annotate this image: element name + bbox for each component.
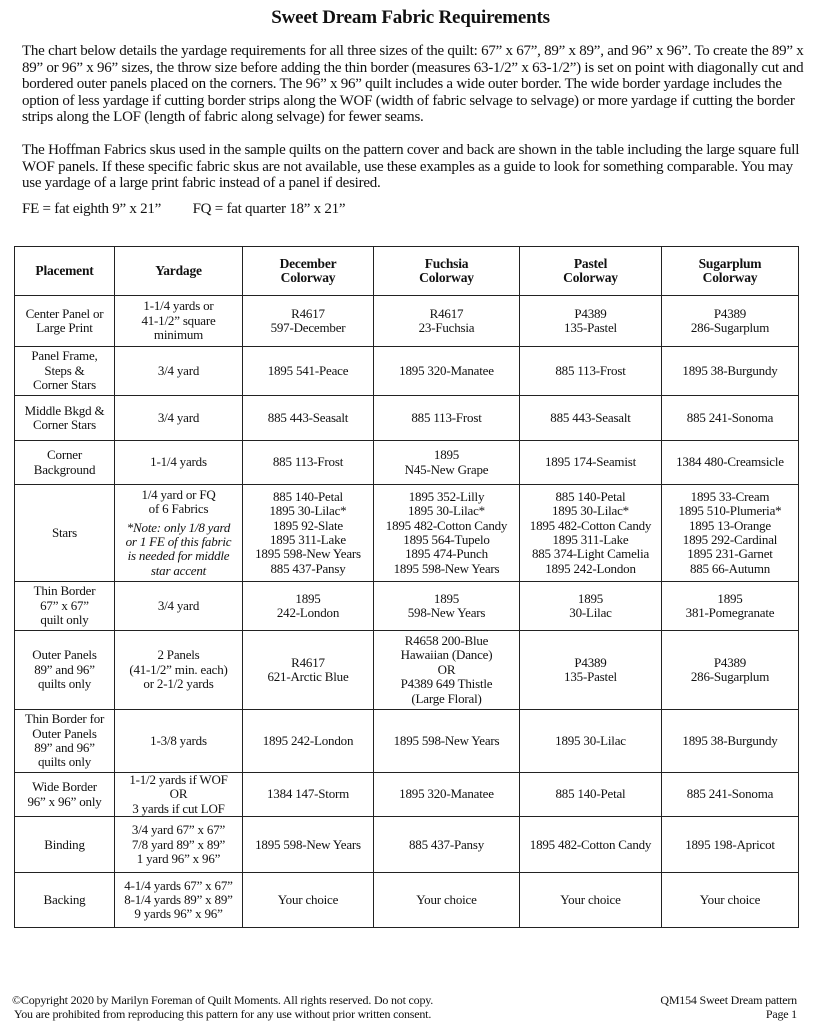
table-row [15, 582, 799, 631]
header-text-line: Colorway [563, 270, 618, 285]
cell-text-line: 1895 30-Lilac [555, 732, 626, 748]
cell-text-line: 67” x 67” [40, 597, 89, 613]
cell-text-line: 1895 [433, 590, 460, 606]
cell-text-line: 1895 33-Cream [690, 488, 770, 504]
cell-pastel [520, 396, 662, 441]
cell-text-line: OR [169, 786, 188, 802]
table-row [15, 773, 799, 817]
cell-december [243, 710, 374, 773]
cell-text-line: 885 241-Sonoma [686, 409, 774, 425]
cell-text-line: Large Print [36, 320, 93, 335]
prohibition-line: You are prohibited from reproducing this pattern for any use without prior written consent. [13, 1007, 432, 1021]
cell-december [243, 817, 374, 873]
cell-text-line: 1895 352-Lilly [408, 488, 485, 504]
cell-text-line: 598-New Years [407, 605, 486, 620]
cell-text-line: P4389 [713, 654, 747, 670]
cell-sugarplum [662, 773, 799, 817]
cell-text-line: Panel Frame, [31, 348, 98, 364]
cell-text-line: 1895 474-Punch [405, 546, 488, 562]
cell-fuchsia [374, 441, 520, 485]
cell-text-line: Corner [47, 447, 82, 463]
cell-text-line: R4617 [291, 654, 325, 670]
cell-text-line: Your choice [416, 892, 477, 908]
cell-december [243, 396, 374, 441]
cell-december [243, 873, 374, 928]
cell-text-line: 1895 242-London [545, 560, 636, 576]
cell-text-line: Corner Stars [33, 417, 96, 432]
cell-sugarplum [662, 710, 799, 773]
cell-pastel [520, 485, 662, 582]
cell-december [243, 485, 374, 582]
cell-text-line: Your choice [699, 892, 761, 908]
cell-text-line: or 2-1/2 yards [143, 676, 214, 692]
cell-text-line: 1895 30-Lilac* [552, 503, 629, 519]
cell-yardage [115, 441, 243, 485]
cell-yardage [115, 873, 243, 928]
cell-fuchsia [374, 817, 520, 873]
cell-text-line: P4389 649 Thistle [400, 676, 493, 692]
cell-placement [15, 441, 115, 485]
cell-text-line: 1895 482-Cotton Candy [529, 517, 652, 533]
cell-text-line: 8-1/4 yards 89” x 89” [124, 892, 233, 908]
cell-pastel [520, 296, 662, 347]
cell-yardage [115, 396, 243, 441]
cell-text-line: 242-London [276, 605, 340, 620]
cell-text-line: 1895 198-Apricot [685, 836, 775, 852]
column-header-yardage [115, 247, 243, 296]
header-text-line: Colorway [419, 270, 474, 285]
cell-text-line: 286-Sugarplum [690, 320, 770, 335]
fabric-requirements-table [14, 246, 799, 928]
cell-yardage [115, 582, 243, 631]
cell-fuchsia [374, 773, 520, 817]
cell-pastel [520, 631, 662, 710]
note-text-line: *Note: only 1/8 yard [126, 519, 231, 535]
table-row [15, 441, 799, 485]
header-text-line: Colorway [702, 270, 758, 285]
cell-text-line: N45-New Grape [404, 461, 489, 477]
cell-text-line: 89” and 96” [34, 740, 95, 755]
cell-text-line: Middle Bkgd & [24, 402, 105, 418]
header-text-line: Yardage [155, 262, 202, 278]
cell-text-line: 1895 174-Seamist [544, 454, 637, 470]
note-text-line: or 1 FE of this fabric [125, 534, 232, 549]
header-text-line: Placement [35, 262, 94, 278]
cell-text-line: 1-3/8 yards [150, 732, 207, 748]
column-header-pastel [520, 247, 662, 296]
cell-text-line: 1895 242-London [262, 732, 354, 748]
footer-copyright [12, 993, 433, 1021]
cell-pastel [520, 441, 662, 485]
page-title: Sweet Dream Fabric Requirements [271, 7, 550, 28]
header-text-line: Fuchsia [424, 255, 469, 271]
cell-text-line: 1895 13-Orange [688, 517, 772, 533]
cell-text-line: 1-1/4 yards or [143, 298, 214, 314]
cell-text-line: 3/4 yard [157, 597, 200, 613]
cell-text-line: 1384 480-Creamsicle [676, 454, 784, 470]
cell-yardage [115, 773, 243, 817]
cell-text-line: 1895 598-New Years [393, 560, 500, 576]
cell-text-line: 7/8 yard 89” x 89” [131, 836, 226, 852]
cell-text-line: 381-Pomegranate [685, 605, 775, 620]
cell-yardage [115, 710, 243, 773]
table-body [15, 296, 799, 928]
cell-december [243, 631, 374, 710]
cell-text-line: 1895 38-Burgundy [682, 362, 778, 378]
cell-text-line: 135-Pastel [564, 320, 617, 335]
cell-text-line: 1895 541-Peace [267, 362, 349, 378]
cell-text-line: 885 66-Autumn [689, 560, 771, 576]
table-row [15, 296, 799, 347]
cell-placement [15, 817, 115, 873]
header-text-line: Pastel [573, 255, 608, 271]
cell-text-line: 3/4 yard 67” x 67” [131, 822, 226, 838]
table-row [15, 631, 799, 710]
table-row [15, 873, 799, 928]
cell-text-line: Backing [43, 892, 86, 908]
cell-yardage [115, 817, 243, 873]
table-header-row [15, 247, 799, 296]
cell-text-line: 885 241-Sonoma [686, 786, 774, 802]
yardage-note [118, 521, 239, 579]
intro-paragraph-2: The Hoffman Fabrics skus used in the sample quilts on the pattern cover and back are shown in the table including the large square full WOF panels. If these specific fabric skus are not available, use these examples as a guide to look for something comparable. You may use yardage of a large print fabric instead of a panel if desired. [22, 141, 800, 192]
cell-sugarplum [662, 873, 799, 928]
note-text-line: star accent [150, 562, 207, 578]
cell-text-line: OR [437, 661, 456, 677]
cell-text-line: 1895 598-New Years [255, 546, 361, 562]
cell-sugarplum [662, 347, 799, 396]
cell-december [243, 296, 374, 347]
cell-fuchsia [374, 631, 520, 710]
cell-text-line: 3 yards if cut LOF [132, 800, 225, 816]
pattern-name: QM154 Sweet Dream pattern [660, 993, 797, 1007]
cell-text-line: 1895 564-Tupelo [403, 532, 490, 547]
fat-quarter-definition: FQ = fat quarter 18” x 21” [192, 201, 346, 217]
cell-text-line: 286-Sugarplum [690, 669, 770, 684]
cell-text-line: 1895 231-Garnet [687, 546, 773, 562]
table-row [15, 347, 799, 396]
cell-text-line: 1895 311-Lake [270, 532, 346, 547]
cell-text-line: 1895 [577, 590, 604, 606]
cell-text-line: P4389 [574, 305, 607, 321]
cell-text-line: 885 443-Seasalt [550, 409, 631, 425]
cell-text-line: (41-1/2” min. each) [129, 661, 228, 677]
cell-december [243, 773, 374, 817]
cell-text-line: 30-Lilac [569, 605, 612, 620]
cell-sugarplum [662, 296, 799, 347]
cell-pastel [520, 347, 662, 396]
cell-december [243, 441, 374, 485]
cell-placement [15, 873, 115, 928]
cell-text-line: Stars [51, 524, 77, 540]
cell-text-line: 1895 92-Slate [273, 517, 343, 533]
cell-sugarplum [662, 396, 799, 441]
cell-text-line: Thin Border for [24, 711, 105, 727]
cell-text-line: 885 140-Petal [273, 488, 343, 504]
copyright-line: ©Copyright 2020 by Marilyn Foreman of Quilt Moments. All rights reserved. Do not copy. [12, 993, 434, 1007]
cell-text-line: 3/4 yard [157, 409, 200, 425]
cell-placement [15, 296, 115, 347]
cell-text-line: 1 yard 96” x 96” [136, 850, 221, 866]
cell-yardage [115, 631, 243, 710]
cell-text-line: P4389 [574, 654, 607, 670]
cell-text-line: 1895 [295, 590, 321, 606]
cell-placement [15, 485, 115, 582]
cell-text-line: 1-1/4 yards [150, 454, 207, 470]
cell-text-line: (Large Floral) [411, 690, 482, 706]
cell-text-line: 41-1/2” square [141, 312, 216, 328]
cell-text-line: 1384 147-Storm [266, 786, 350, 802]
cell-text-line: R4617 [291, 305, 325, 321]
header-text-line: December [279, 255, 337, 271]
table-row [15, 485, 799, 582]
cell-pastel [520, 817, 662, 873]
cell-text-line: 1/4 yard or FQ [141, 486, 216, 502]
column-header-placement [15, 247, 115, 296]
cell-placement [15, 582, 115, 631]
cell-december [243, 582, 374, 631]
cell-text-line: 1895 482-Cotton Candy [385, 517, 508, 533]
cell-fuchsia [374, 873, 520, 928]
cell-text-line: 621-Arctic Blue [267, 669, 349, 684]
column-header-december [243, 247, 374, 296]
cell-text-line: Your choice [277, 892, 339, 908]
cell-text-line: 1895 598-New Years [393, 732, 500, 748]
cell-text-line: of 6 Fabrics [148, 501, 209, 517]
cell-yardage [115, 347, 243, 396]
cell-sugarplum [662, 582, 799, 631]
cell-text-line: 1895 311-Lake [552, 532, 629, 547]
fat-eighth-definition: FE = fat eighth 9” x 21” [22, 201, 162, 217]
cell-text-line: 1895 292-Cardinal [682, 532, 778, 547]
cell-yardage [115, 485, 243, 582]
cell-text-line: 1895 30-Lilac* [269, 503, 347, 519]
cell-text-line: 1895 598-New Years [255, 836, 361, 852]
cell-text-line: Outer Panels [32, 725, 97, 741]
cell-placement [15, 710, 115, 773]
cell-text-line: Steps & [44, 362, 85, 378]
cell-text-line: 1-1/2 yards if WOF [129, 772, 228, 787]
cell-text-line: 885 437-Pansy [270, 560, 346, 576]
cell-text-line: Wide Border [32, 779, 97, 795]
cell-text-line: quilt only [40, 612, 89, 628]
cell-text-line: Binding [44, 836, 85, 852]
cell-fuchsia [374, 582, 520, 631]
cell-text-line: 885 374-Light Camelia [531, 546, 650, 562]
cell-text-line: 1895 38-Burgundy [682, 732, 778, 748]
cell-text-line: 1895 30-Lilac* [408, 503, 485, 519]
cell-text-line: Corner Stars [33, 377, 96, 393]
intro-paragraph-1: The chart below details the yardage requirements for all three sizes of the quilt: 67” x 67”, 89” x 89”, and 96” x 96”. To create the 89” x 89” or 96” x 96” sizes, the throw size before adding the thin border (measures 63-1/2” x 63-1/2”) is set on point with diagonally cut and bordered outer panels placed on the corners. The 96” x 96” quilt includes a wide outer border. The wide border yardage includes the option of less yardage if cutting border strips along the WOF (width of fabric selvage to selvage) or more yardage if cutting the border strips along the LOF (length of fabric along selvage) for fewer seams. [22, 43, 804, 126]
cell-text-line: 2 Panels [157, 647, 200, 663]
column-header-sugarplum [662, 247, 799, 296]
cell-placement [15, 396, 115, 441]
cell-fuchsia [374, 347, 520, 396]
cell-text-line: 135-Pastel [564, 669, 617, 684]
cell-pastel [520, 710, 662, 773]
cell-pastel [520, 873, 662, 928]
cell-text-line: 3/4 yard [157, 362, 200, 378]
cell-text-line: Center Panel or [25, 305, 104, 321]
cell-yardage [115, 296, 243, 347]
cell-text-line: quilts only [37, 754, 92, 770]
cell-text-line: R4658 200-Blue [404, 632, 489, 648]
cell-text-line: P4389 [713, 305, 747, 321]
intro-text [22, 43, 812, 192]
cell-text-line: 96” x 96” only [27, 793, 102, 809]
cell-december [243, 347, 374, 396]
cell-pastel [520, 773, 662, 817]
cell-text-line: 885 437-Pansy [408, 836, 485, 852]
cell-text-line: 885 140-Petal [555, 488, 626, 504]
cell-text-line: 9 yards 96” x 96” [134, 906, 223, 922]
cell-placement [15, 631, 115, 710]
cell-text-line: Hawaiian (Dance) [400, 647, 493, 663]
cell-fuchsia [374, 710, 520, 773]
cell-text-line: 1895 [717, 590, 743, 606]
cell-sugarplum [662, 631, 799, 710]
cell-sugarplum [662, 817, 799, 873]
cell-fuchsia [374, 485, 520, 582]
cell-text-line: R4617 [429, 305, 464, 321]
cell-text-line: 885 443-Seasalt [267, 409, 349, 425]
footer-pattern-info [660, 993, 797, 1021]
note-text-line: is needed for middle [127, 548, 230, 564]
abbreviation-legend [22, 201, 345, 218]
cell-text-line: 885 140-Petal [555, 786, 626, 802]
cell-text-line: 885 113-Frost [411, 409, 482, 425]
column-header-fuchsia [374, 247, 520, 296]
cell-text-line: 23-Fuchsia [418, 320, 475, 335]
cell-fuchsia [374, 296, 520, 347]
cell-text-line: 1895 482-Cotton Candy [529, 836, 652, 852]
cell-sugarplum [662, 441, 799, 485]
cell-fuchsia [374, 396, 520, 441]
header-text-line: Sugarplum [698, 255, 762, 271]
cell-text-line: 597-December [270, 320, 346, 335]
cell-text-line: Thin Border [33, 583, 96, 599]
table-row [15, 817, 799, 873]
cell-text-line: 1895 [433, 447, 460, 463]
table-row [15, 396, 799, 441]
cell-text-line: Your choice [560, 892, 621, 908]
cell-text-line: quilts only [37, 676, 92, 692]
cell-text-line: 1895 320-Manatee [399, 362, 494, 378]
table-row [15, 710, 799, 773]
page-number: Page 1 [765, 1007, 797, 1021]
cell-text-line: 4-1/4 yards 67” x 67” [124, 877, 233, 893]
cell-text-line: 1895 510-Plumeria* [678, 503, 782, 519]
cell-text-line: 885 113-Frost [272, 454, 344, 470]
cell-pastel [520, 582, 662, 631]
cell-text-line: minimum [153, 327, 204, 343]
cell-placement [15, 773, 115, 817]
cell-placement [15, 347, 115, 396]
cell-sugarplum [662, 485, 799, 582]
cell-text-line: Background [33, 461, 96, 477]
header-text-line: Colorway [280, 270, 336, 285]
cell-text-line: Outer Panels [32, 647, 97, 663]
cell-text-line: 1895 320-Manatee [399, 786, 494, 802]
cell-text-line: 89” and 96” [34, 661, 95, 677]
cell-text-line: 885 113-Frost [555, 362, 626, 378]
